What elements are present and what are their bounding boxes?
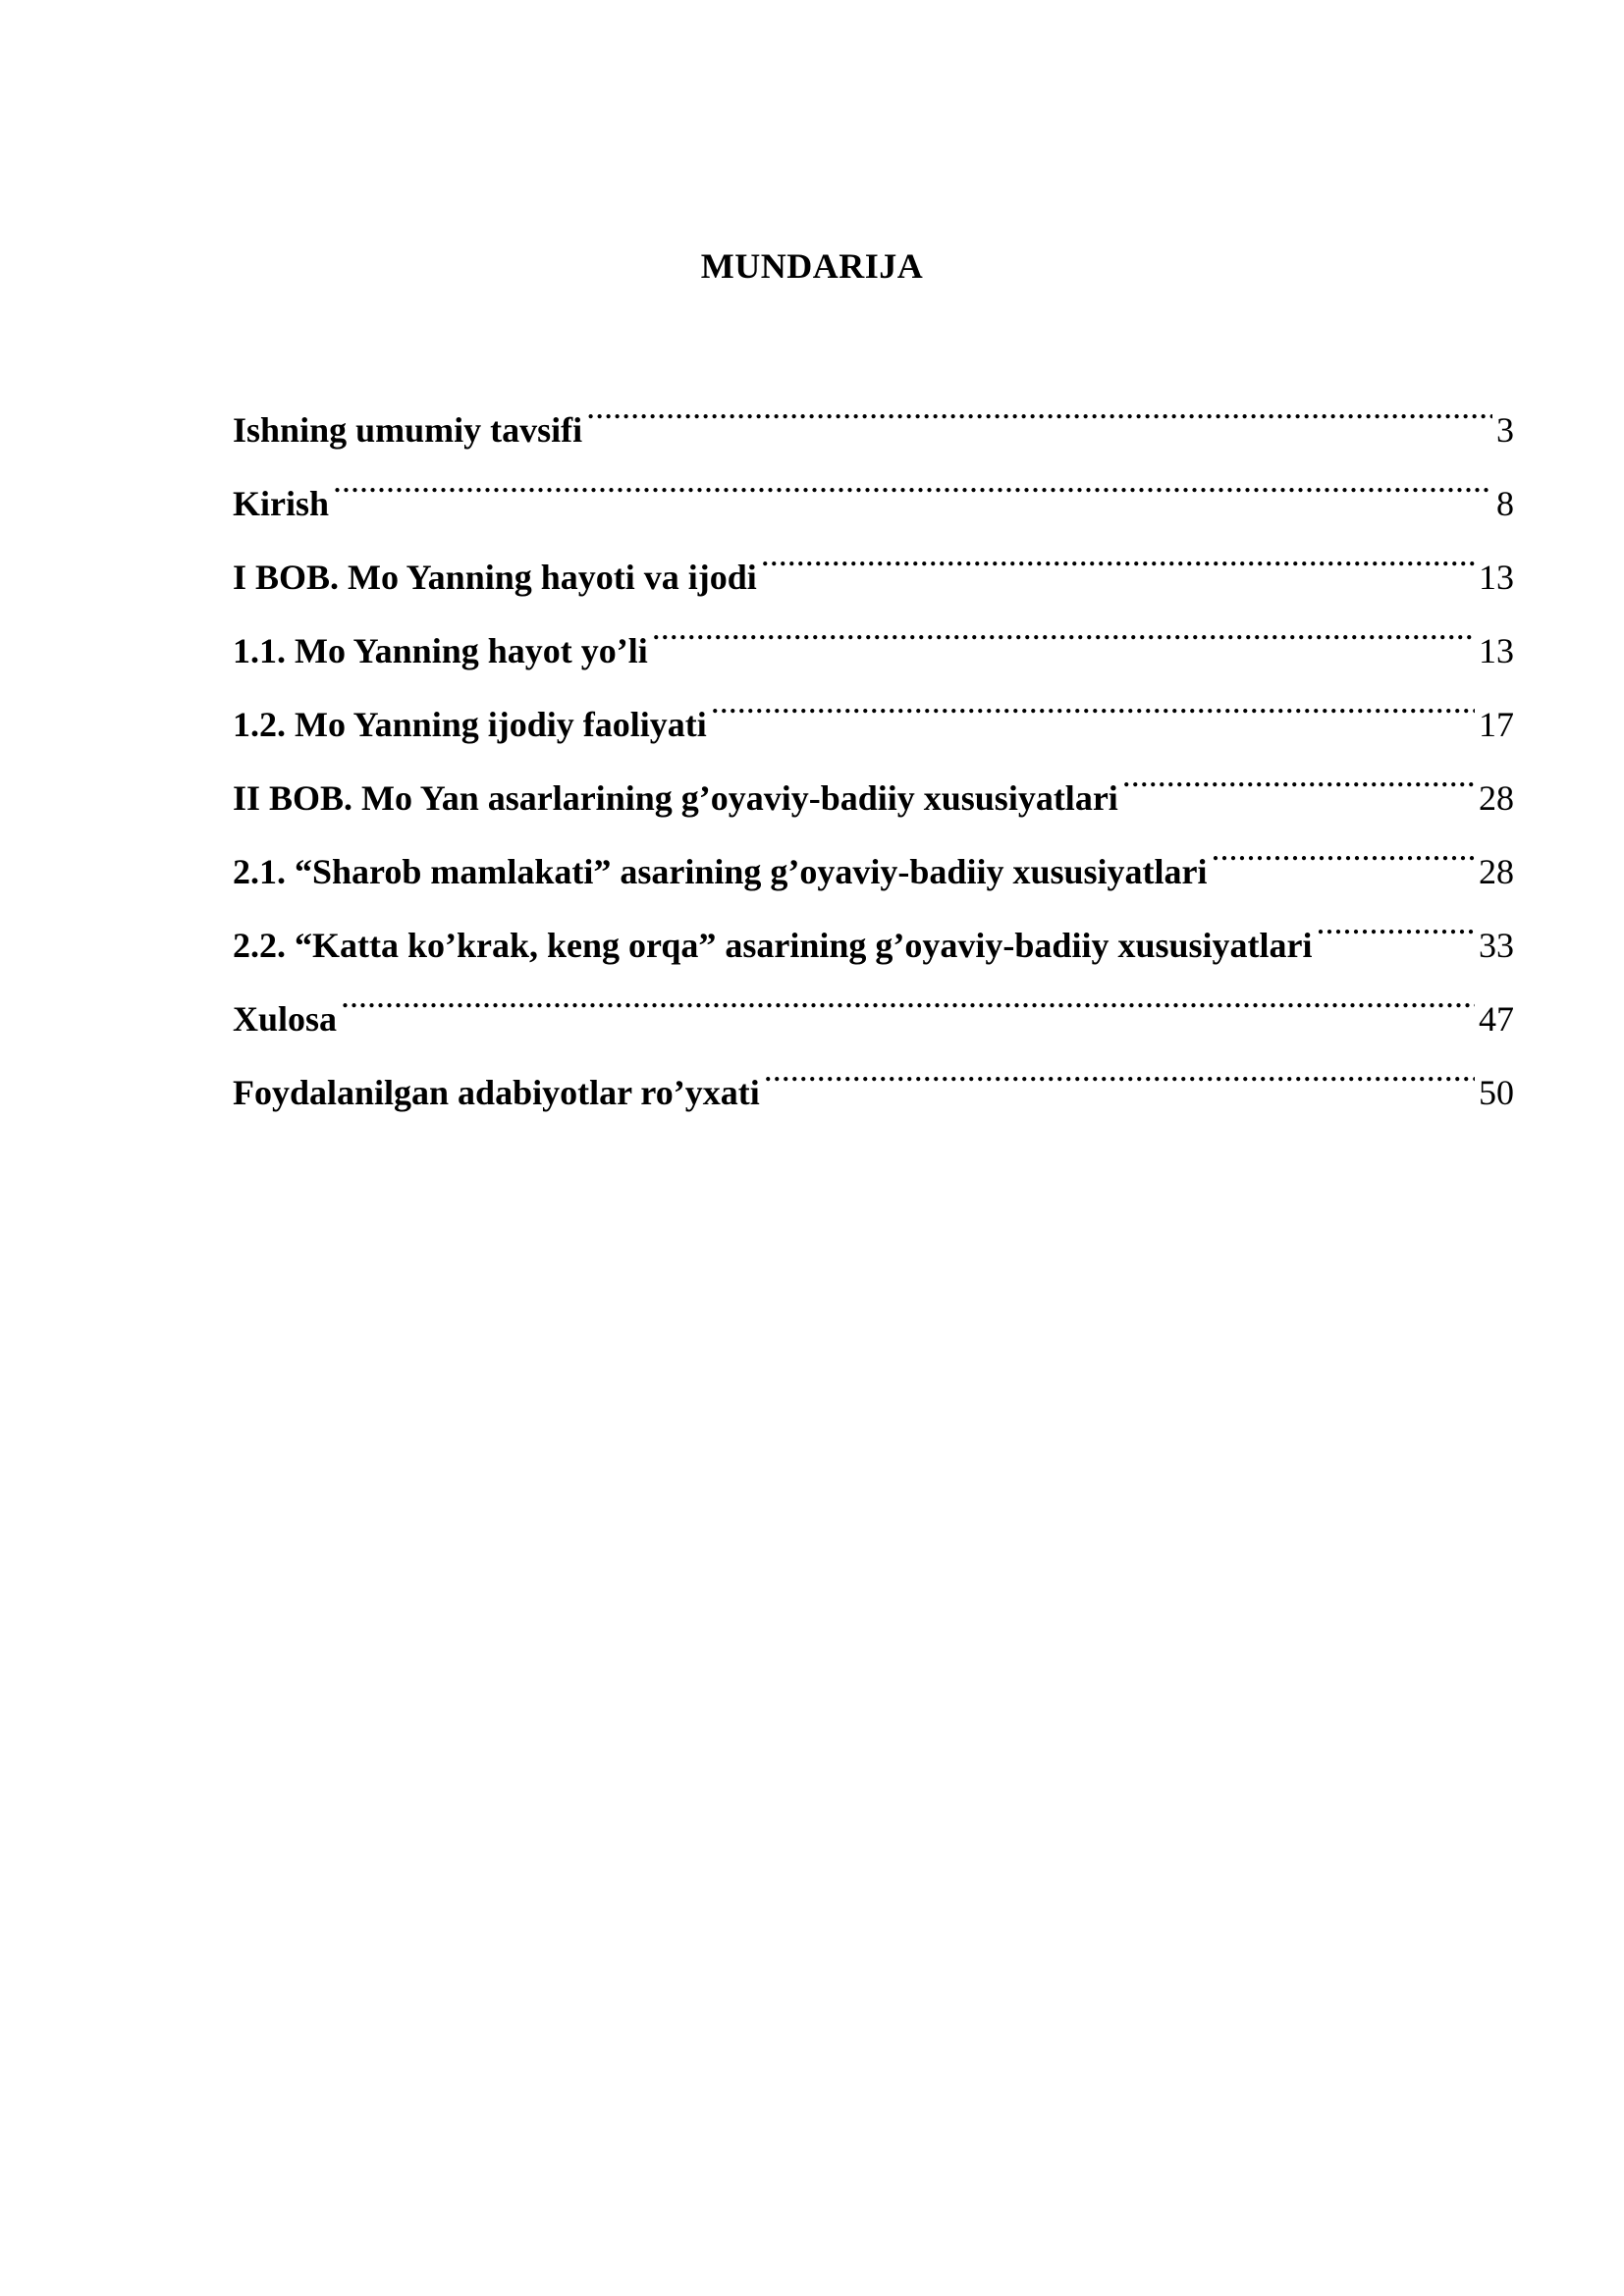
toc-entry xyxy=(233,464,1514,538)
toc-entry-label: I BOB. Mo Yanning hayoti va ijodi xyxy=(233,558,757,597)
toc-entry xyxy=(233,906,1514,980)
toc-dot-leader xyxy=(1122,759,1475,810)
toc-entry-label: Xulosa xyxy=(233,999,338,1039)
toc-entry-label: 1.2. Mo Yanning ijodiy faoliyati xyxy=(233,705,707,744)
toc-entry xyxy=(233,612,1514,685)
toc-entry xyxy=(233,1053,1514,1127)
toc-entry-page: 3 xyxy=(1496,410,1514,450)
toc-entry xyxy=(233,832,1514,906)
toc-entry-page: 50 xyxy=(1479,1073,1514,1112)
toc-entry-page: 13 xyxy=(1479,631,1514,670)
toc-dot-leader xyxy=(586,391,1492,442)
toc-entry-label: Foydalanilgan adabiyotlar ro’yxati xyxy=(233,1073,760,1112)
toc-entry-label: II BOB. Mo Yan asarlarining g’oyaviy-badiiy xususiyatlari xyxy=(233,778,1118,818)
toc-entry-page: 17 xyxy=(1479,705,1514,744)
toc-entry-page: 8 xyxy=(1496,484,1514,523)
toc-entry-label: Ishning umumiy tavsifi xyxy=(233,410,583,450)
toc-entry xyxy=(233,685,1514,759)
toc-entry-label: 2.1. “Sharob mamlakati” asarining g’oyaviy-badiiy xususiyatlari xyxy=(233,852,1208,891)
toc-entry xyxy=(233,538,1514,612)
toc-entry xyxy=(233,759,1514,832)
toc-entry-label: 1.1. Mo Yanning hayot yo’li xyxy=(233,631,648,670)
toc-entry-page: 13 xyxy=(1479,558,1514,597)
toc-dot-leader xyxy=(333,464,1492,515)
toc-dot-leader xyxy=(764,1053,1475,1104)
toc-entry-label: 2.2. “Katta ko’krak, keng orqa” asarining g’oyaviy-badiiy xususiyatlari xyxy=(233,926,1313,965)
toc-dot-leader xyxy=(1211,832,1475,883)
toc-dot-leader xyxy=(761,538,1475,589)
table-of-contents xyxy=(233,391,1514,1127)
toc-entry-label: Kirish xyxy=(233,484,330,523)
toc-dot-leader xyxy=(652,612,1475,663)
toc-entry-page: 28 xyxy=(1479,778,1514,818)
toc-dot-leader xyxy=(341,980,1475,1031)
toc-entry xyxy=(233,391,1514,464)
toc-entry xyxy=(233,980,1514,1053)
toc-dot-leader xyxy=(1316,906,1475,957)
toc-entry-page: 28 xyxy=(1479,852,1514,891)
page-title: MUNDARIJA xyxy=(700,246,924,286)
toc-dot-leader xyxy=(711,685,1475,736)
toc-entry-page: 33 xyxy=(1479,926,1514,965)
toc-entry-page: 47 xyxy=(1479,999,1514,1039)
